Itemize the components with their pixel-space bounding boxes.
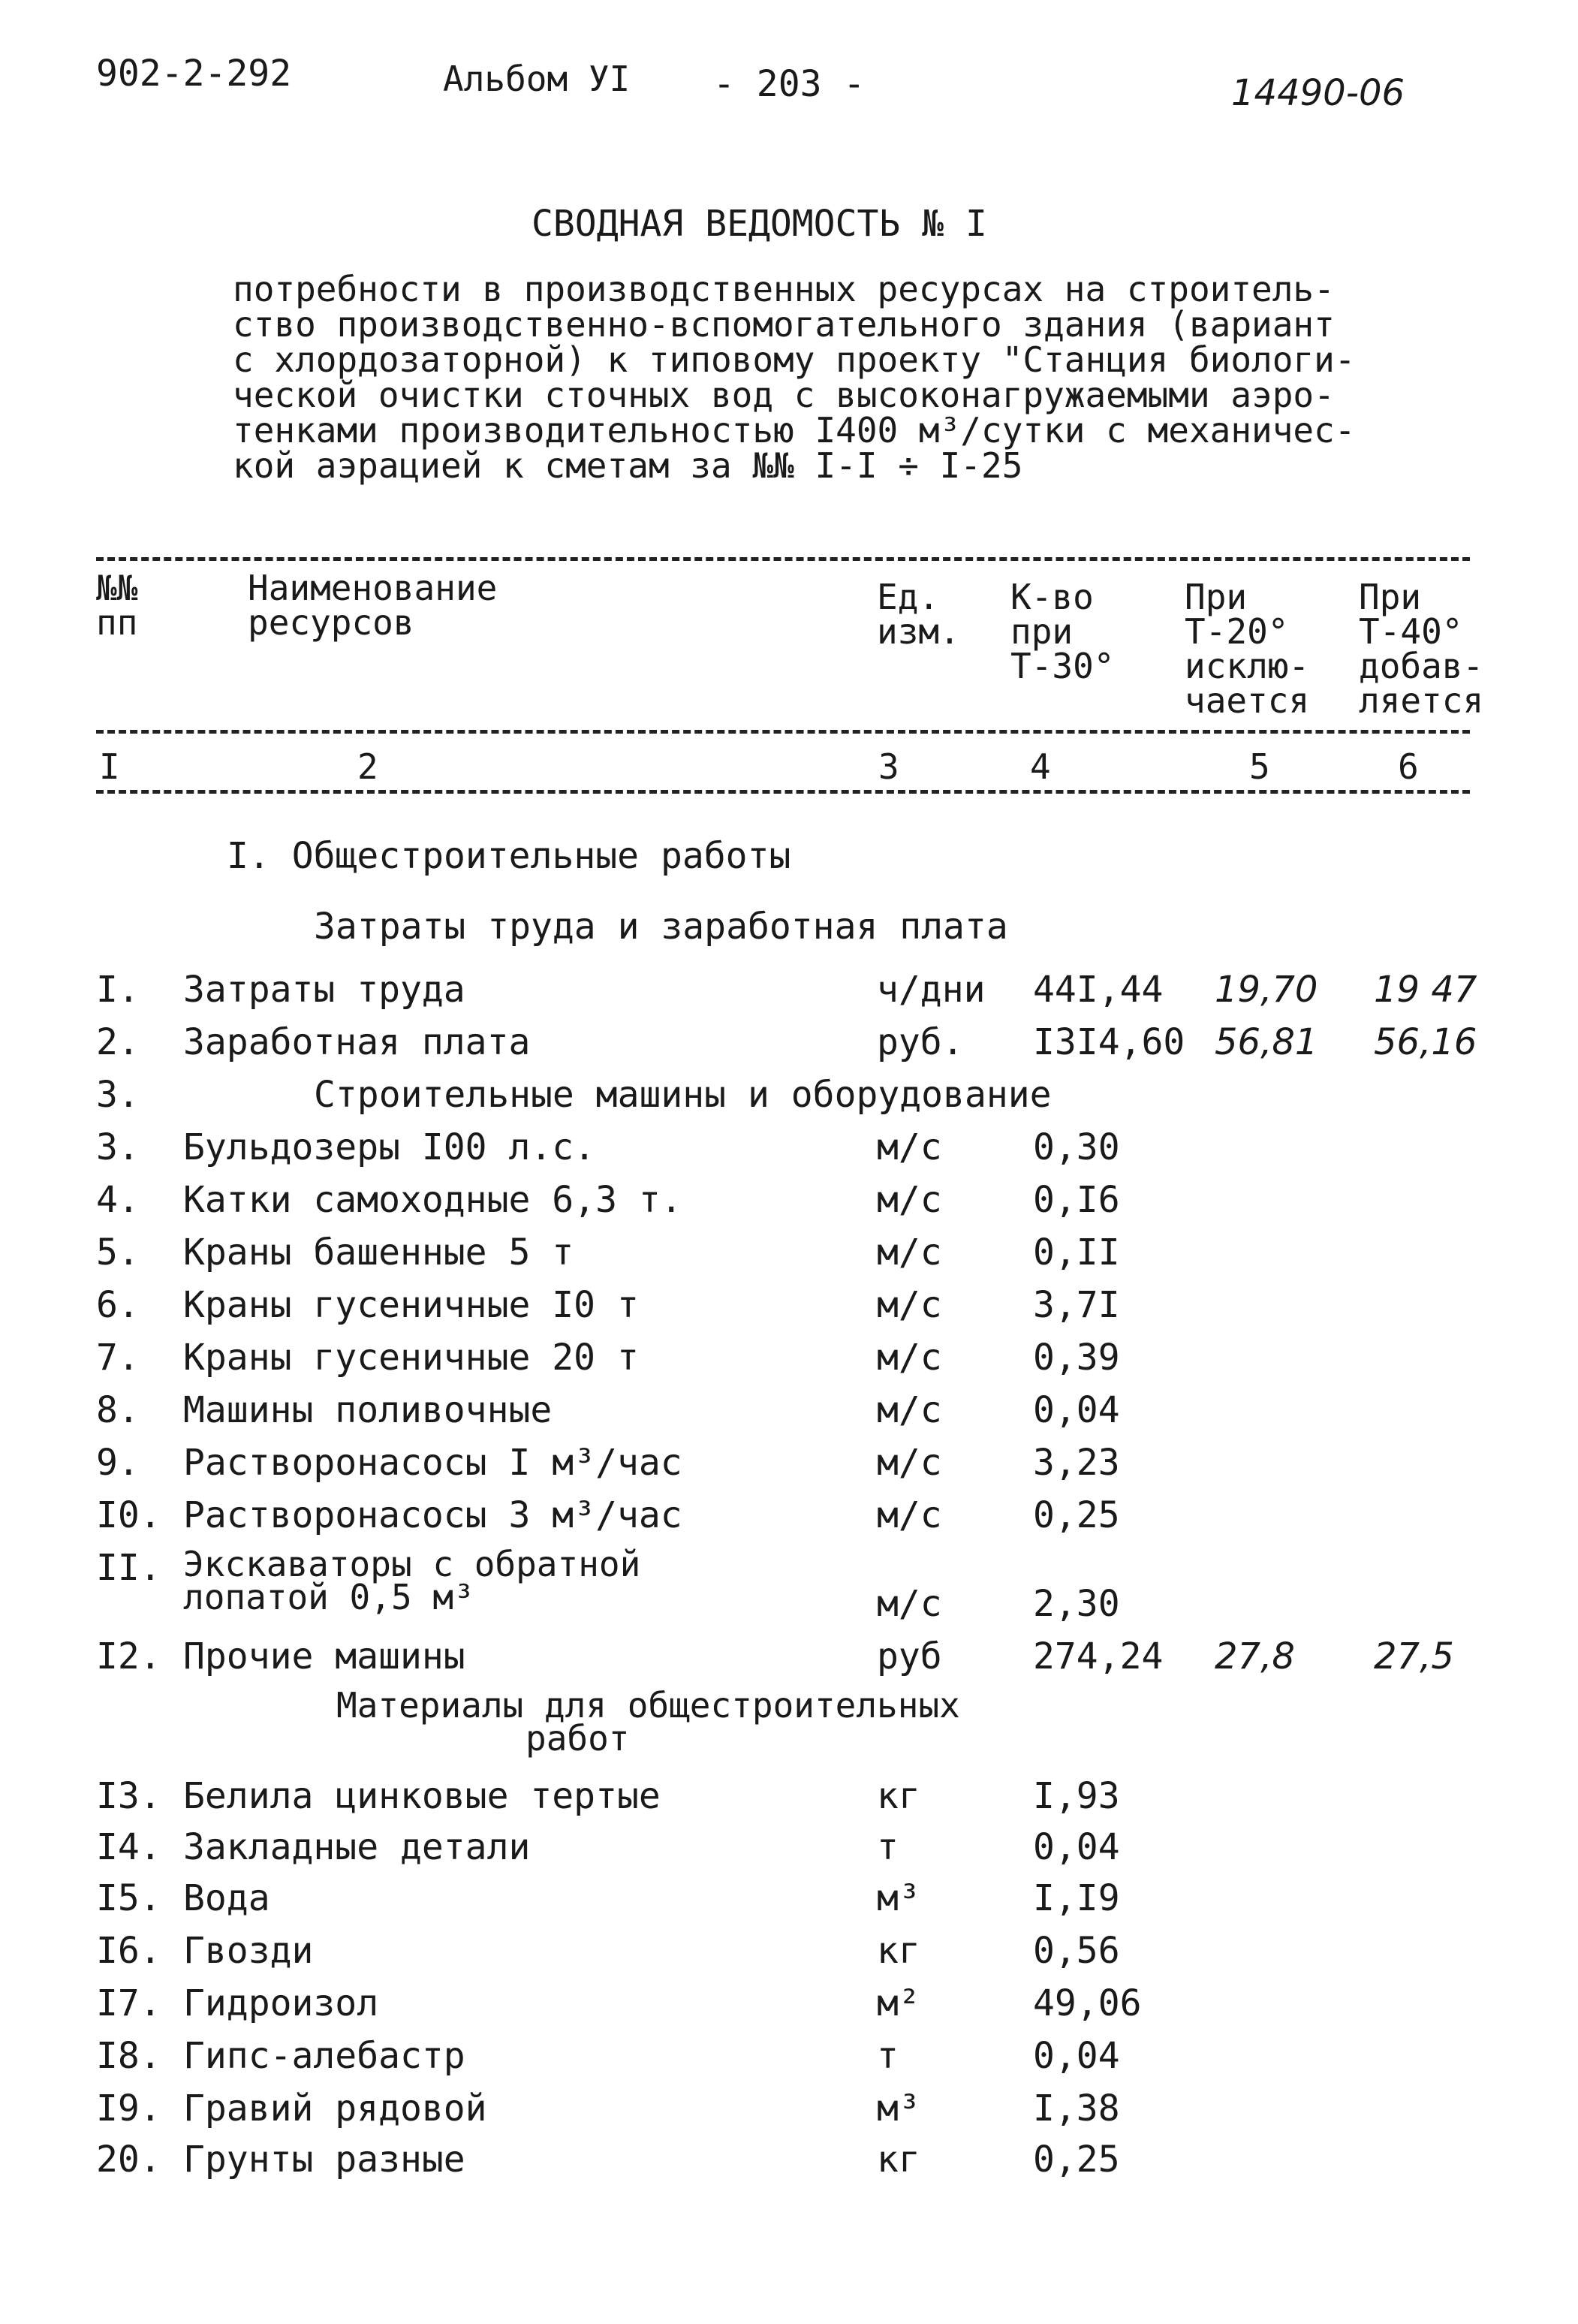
header-col-added: При Т-40° добав- ляется [1359,577,1484,721]
quantity: 0,30 [1033,1126,1120,1168]
quantity: 0,04 [1033,1389,1120,1431]
quantity: 0,II [1033,1231,1120,1274]
subsection-labor: Затраты труда и заработная плата [314,906,1008,948]
row-number: 20. [96,2139,161,2181]
column-number-2: 2 [357,746,378,787]
subsection-materials: Материалы для общестроительных [336,1685,960,1726]
row-number: I6. [96,1930,161,1972]
row-number: I5. [96,1877,161,1919]
unit: м³ [877,1877,920,1919]
excluded-value: 56,81 [1215,1021,1318,1063]
unit: м/с [877,1231,942,1274]
unit: кг [877,1930,920,1972]
unit: т [877,1826,899,1868]
table-row [0,1826,1578,1879]
doc-code: 902-2-292 [96,53,292,95]
quantity: I,I9 [1033,1877,1120,1919]
header-col-excluded: При Т-20° исклю- чается [1185,577,1310,721]
column-number-4: 4 [1030,746,1051,787]
quantity: 0,I6 [1033,1179,1120,1221]
row-number: 6. [96,1284,140,1326]
unit: кг [877,1775,920,1817]
row-number: 7. [96,1337,140,1379]
table-row [0,1284,1578,1337]
table-row [0,1126,1578,1179]
table-row [0,1775,1578,1828]
table-row [0,969,1578,1021]
row-number: 2. [96,1021,140,1063]
unit: м/с [877,1284,942,1326]
table-row [0,1930,1578,1982]
table-row [0,1337,1578,1389]
subsection-materials: работ [525,1718,630,1759]
quantity: 0,25 [1033,1494,1120,1536]
row-number: I7. [96,1982,161,2024]
resource-name: Прочие машины [183,1635,465,1677]
resource-name: Грунты разные [183,2139,465,2181]
row-number: 3. [96,1126,140,1168]
row-number: I2. [96,1635,161,1677]
table-row [0,1494,1578,1547]
table-row [0,2035,1578,2087]
quantity: I,38 [1033,2087,1120,2130]
column-number-3: 3 [878,746,899,787]
resource-name: Растворонасосы I м³/час [183,1442,682,1484]
column-number-6: 6 [1398,746,1419,787]
album-label: Альбом УI [443,59,631,99]
header-col-unit: Ед. изм. [877,577,960,652]
unit: ч/дни [877,969,986,1011]
resource-name: Краны башенные 5 т [183,1231,574,1274]
header-rule-bottom [96,790,1470,794]
section-title: I. Общестроительные работы [227,835,791,877]
resource-name: Затраты труда [183,969,465,1011]
resource-name: Краны гусеничные I0 т [183,1284,639,1326]
quantity: 3,23 [1033,1442,1120,1484]
resource-name: Растворонасосы 3 м³/час [183,1494,682,1536]
table-row [0,1442,1578,1494]
column-number-5: 5 [1249,746,1270,787]
table-row [0,1982,1578,2035]
quantity: I3I4,60 [1033,1021,1185,1063]
row-number: I4. [96,1826,161,1868]
page-title: СВОДНАЯ ВЕДОМОСТЬ № I [532,203,987,245]
row-number: I. [96,969,140,1011]
header-col-number: №№ пп [96,568,138,643]
resource-name: Экскаваторы с обратной [183,1544,641,1584]
added-value: 27,5 [1374,1635,1454,1677]
quantity: 0,25 [1033,2139,1120,2181]
resource-name: Краны гусеничные 20 т [183,1337,639,1379]
resource-name: Гипс-алебастр [183,2035,465,2077]
quantity: 49,06 [1033,1982,1142,2024]
quantity: 0,56 [1033,1930,1120,1972]
intro-paragraph [233,269,1356,486]
row-number: 3. [96,1074,140,1116]
column-number-1: I [99,746,120,787]
resource-name: Вода [183,1877,270,1919]
quantity: 0,04 [1033,1826,1120,1868]
table-row [0,1179,1578,1231]
row-number: 5. [96,1231,140,1274]
quantity: 0,39 [1033,1337,1120,1379]
added-value: 19 47 [1374,969,1477,1011]
resource-name: Гвозди [183,1930,314,1972]
intro-line: ческой очистки сточных вод с высоконагружаемыми аэро- [233,375,1335,415]
resource-name: Катки самоходные 6,3 т. [183,1179,682,1221]
quantity: I,93 [1033,1775,1120,1817]
resource-name: Гидроизол [183,1982,379,2024]
table-row [0,1389,1578,1442]
unit: м/с [877,1126,942,1168]
row-number: I3. [96,1775,161,1817]
header-rule-middle [96,730,1470,734]
unit: м/с [877,1337,942,1379]
table-row [0,2139,1578,2191]
intro-line: ство производственно-вспомогательного здания (вариант [233,304,1335,345]
header-col-qty: К-во при Т-30° [1010,577,1115,686]
resource-name: Бульдозеры I00 л.с. [183,1126,596,1168]
unit: т [877,2035,899,2077]
unit: м/с [877,1494,942,1536]
row-number: 9. [96,1442,140,1484]
quantity: 274,24 [1033,1635,1164,1677]
header-rule-top [96,557,1470,561]
header-col-name: Наименование ресурсов [248,568,498,643]
table-row [0,1635,1578,1688]
resource-name: Белила цинковые тертые [183,1775,661,1817]
quantity: 2,30 [1033,1583,1120,1625]
subsection-machines: Строительные машины и оборудование [314,1074,1052,1116]
table-row [0,1877,1578,1930]
row-number: 8. [96,1389,140,1431]
row-number: II. [96,1547,161,1589]
unit: руб [877,1635,942,1677]
intro-line: с хлордозаторной) к типовому проекту "Станция биологи- [233,339,1356,380]
table-row [0,2087,1578,2140]
unit: м³ [877,2087,920,2130]
resource-name: Закладные детали [183,1826,531,1868]
intro-line: потребности в производственных ресурсах на строитель- [233,269,1335,309]
unit: руб. [877,1021,964,1063]
quantity: 44I,44 [1033,969,1164,1011]
intro-line: тенками производительностью I400 м³/сутки с механичес- [233,410,1356,451]
unit: м/с [877,1179,942,1221]
unit: м² [877,1982,920,2024]
page-number: - 203 - [713,63,866,105]
quantity: 0,04 [1033,2035,1120,2077]
added-value: 56,16 [1374,1021,1477,1063]
resource-name: Машины поливочные [183,1389,553,1431]
resource-name: Гравий рядовой [183,2087,487,2130]
quantity: 3,7I [1033,1284,1120,1326]
unit: м/с [877,1442,942,1484]
row-number: I0. [96,1494,161,1536]
table-row [0,1231,1578,1284]
resource-name: лопатой 0,5 м³ [183,1577,474,1617]
row-number: I9. [96,2087,161,2130]
registration-number: 14490-06 [1231,72,1405,114]
unit: кг [877,2139,920,2181]
excluded-value: 19,70 [1215,969,1318,1011]
table-row [0,1021,1578,1074]
row-number: 4. [96,1179,140,1221]
unit: м/с [877,1389,942,1431]
excluded-value: 27,8 [1215,1635,1295,1677]
intro-line: кой аэрацией к сметам за №№ I-I ÷ I-25 [233,445,1023,486]
unit: м/с [877,1583,942,1625]
row-number: I8. [96,2035,161,2077]
resource-name: Заработная плата [183,1021,531,1063]
